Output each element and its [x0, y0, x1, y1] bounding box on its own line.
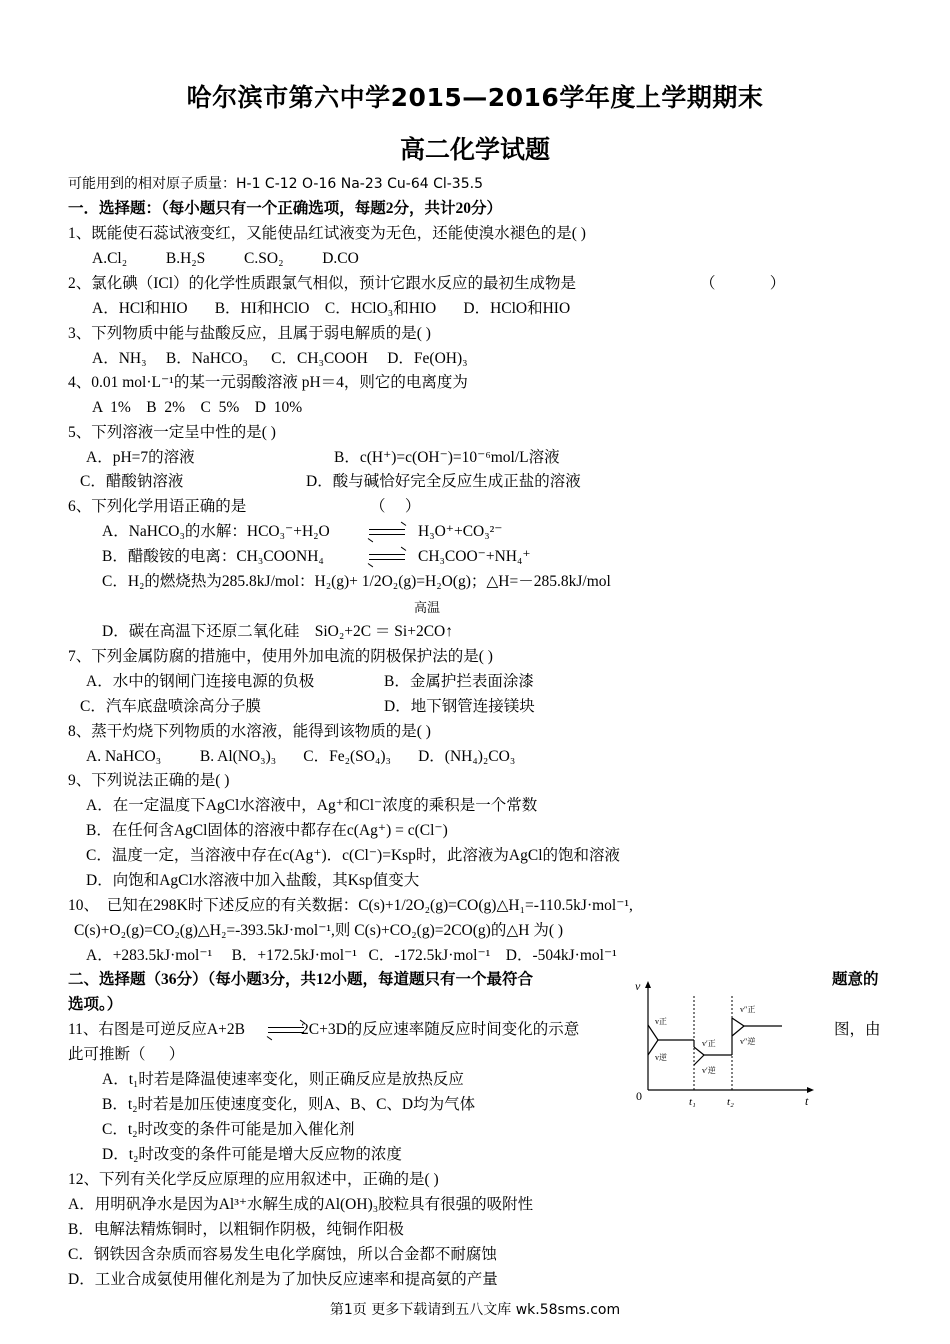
question-6-option-d: D．碳在高温下还原二氧化硅 SiO₂+2C ＝ Si+2CO↑ [102, 623, 453, 640]
t2-label: t₂ [727, 1096, 734, 1108]
question-1-options: A.Cl₂ B.H₂S C.SO₂ D.CO [92, 250, 359, 267]
t2-fwd-curve [732, 1018, 744, 1026]
question-6-bracket: （ ） [370, 498, 421, 515]
exam-title: 哈尔滨市第六中学2015—2016学年度上学期期末 [186, 83, 764, 112]
question-11-cont: 此可推断（ ） [68, 1046, 185, 1063]
question-9-option-c: C．温度一定，当溶液中存在c(Ag⁺)．c(Cl⁻)=Ksp时，此溶液为AgCl的饱和溶液 [86, 847, 621, 864]
question-5-option-c: C．醋酸钠溶液 [80, 473, 184, 490]
y-axis-label: v [635, 979, 641, 993]
question-4: 4、0.01 mol·L⁻¹的某一元弱酸溶液 pH＝4，则它的电离度为 [68, 374, 468, 391]
question-7-option-d: D．地下钢管连接镁块 [384, 698, 535, 715]
question-9-option-d: D．向饱和AgCl水溶液中加入盐酸，其Ksp值变大 [86, 872, 420, 889]
question-7-option-c: C．汽车底盘喷涂高分子膜 [80, 698, 261, 715]
equilibrium-arrow-b [369, 552, 405, 562]
question-11-option-c: C．t₂时改变的条件可能是加入催化剂 [102, 1121, 355, 1138]
t1-rev-curve [694, 1055, 704, 1065]
rate-time-diagram [622, 976, 822, 1112]
question-2-options: A．HCl和HIO B．HI和HClO C．HClO₃和HIO D．HClO和HIO [92, 300, 571, 317]
question-11-option-a: A．t₁时若是降温使速率变化，则正确反应是放热反应 [102, 1071, 464, 1088]
question-8-options: A. NaHCO₃ B. Al(NO₃)₃ C．Fe₂(SO₄)₃ D．(NH₄)₂CO₃ [86, 748, 516, 765]
t1-fwd-curve [694, 1047, 704, 1055]
atomic-masses: 可能用到的相对原子质量：H-1 C-12 O-16 Na-23 Cu-64 Cl-35.5 [68, 176, 483, 192]
question-10: 10、 已知在298K时下述反应的有关数据：C(s)+1/2O₂(g)=CO(g)△H₁=-110.5kJ·mol⁻¹, [68, 897, 633, 914]
v-fwd1-label: v′正 [702, 1039, 716, 1048]
x-axis-label: t [805, 1094, 809, 1108]
question-11-option-b: B．t₂时若是加压使速度变化，则A、B、C、D均为气体 [102, 1096, 476, 1113]
question-5-option-b: B．c(H⁺)=c(OH⁻)=10⁻⁶mol/L溶液 [334, 449, 560, 466]
origin-label: 0 [636, 1089, 642, 1103]
question-6-option-c: C．H₂的燃烧热为285.8kJ/mol：H₂(g)+ 1/2O₂(g)=H₂O(g)；△H=－285.8kJ/mol [102, 573, 611, 590]
question-7: 7、下列金属防腐的措施中，使用外加电流的阴极保护法的是( ) [68, 648, 493, 665]
question-8: 8、蒸干灼烧下列物质的水溶液，能得到该物质的是( ) [68, 723, 431, 740]
question-12-option-b: B．电解法精炼铜时，以粗铜作阴极，纯铜作阳极 [68, 1221, 404, 1238]
question-11-b: 2C+3D的反应速率随反应时间变化的示意 [301, 1021, 580, 1038]
question-10-line2: C(s)+O₂(g)=CO₂(g)△H₂=-393.5kJ·mol⁻¹,则 C(s)+CO₂(g)=2CO(g)的△H 为( ) [74, 922, 564, 939]
question-2-bracket: （ ） [700, 275, 786, 292]
equilibrium-arrow-a [369, 527, 405, 537]
question-12: 12、下列有关化学反应原理的应用叙述中，正确的是( ) [68, 1171, 439, 1188]
question-7-option-a: A．水中的钢闸门连接电源的负极 [86, 673, 315, 690]
v-fwd-label: v正 [655, 1017, 667, 1026]
question-1: 1、既能使石蕊试液变红，又能使品红试液变为无色，还能使溴水褪色的是( ) [68, 225, 586, 242]
exam-subtitle: 高二化学试题 [399, 135, 550, 164]
question-9-option-a: A．在一定温度下AgCl水溶液中，Ag⁺和Cl⁻浓度的乘积是一个常数 [86, 797, 538, 814]
t1-label: t₁ [689, 1096, 696, 1108]
high-temperature-label: 高温 [414, 600, 441, 615]
question-6-option-b-right: CH₃COO⁻+NH₄⁺ [418, 548, 531, 565]
question-5-option-d: D．酸与碱恰好完全反应生成正盐的溶液 [306, 473, 581, 490]
section2-heading-cont: 选项。） [68, 996, 123, 1013]
question-6-option-a-right: H₃O⁺+CO₃²⁻ [418, 523, 503, 540]
question-5: 5、下列溶液一定呈中性的是( ) [68, 424, 276, 441]
question-12-option-d: D．工业合成氨使用催化剂是为了加快反应速率和提高氨的产量 [68, 1271, 498, 1288]
question-6-option-b-left: B．醋酸铵的电离：CH₃COONH₄ [102, 548, 324, 565]
question-11-option-d: D．t₂时改变的条件可能是增大反应物的浓度 [102, 1146, 402, 1163]
y-axis-arrow [645, 981, 651, 988]
question-11-right: 图，由 [834, 1021, 881, 1038]
question-5-option-a: A．pH=7的溶液 [86, 449, 195, 466]
section2-heading: 二、选择题（36分）（每小题3分，共12小题，每道题只有一个最符合 [68, 971, 534, 988]
question-11-a: 11、右图是可逆反应A+2B [68, 1021, 245, 1038]
question-7-option-b: B．金属护拦表面涂漆 [384, 673, 534, 690]
question-3-options: A．NH₃ B．NaHCO₃ C．CH₃COOH D．Fe(OH)₃ [92, 350, 468, 367]
question-2: 2、氯化碘（ICl）的化学性质跟氯气相似，预计它跟水反应的最初生成物是 [68, 275, 577, 292]
question-3: 3、下列物质中能与盐酸反应，且属于弱电解质的是( ) [68, 325, 431, 342]
question-6-option-a-left: A．NaHCO₃的水解：HCO₃⁻+H₂O [102, 523, 330, 540]
equilibrium-arrow-q11 [268, 1025, 304, 1035]
section1-heading: 一．选择题：（每小题只有一个正确选项，每题2分，共计20分） [68, 200, 503, 217]
question-12-option-a: A．用明矾净水是因为Al³⁺水解生成的Al(OH)₃胶粒具有很强的吸附性 [68, 1196, 534, 1213]
x-axis-arrow [807, 1087, 814, 1093]
page-footer: 第1页 更多下载请到五八文库 wk.58sms.com [329, 1302, 621, 1318]
question-9-option-b: B．在任何含AgCl固体的溶液中都存在c(Ag⁺) = c(Cl⁻) [86, 822, 448, 839]
initial-fwd-curve [648, 1025, 658, 1040]
section2-heading-right: 题意的 [832, 971, 879, 988]
question-10-options: A．+283.5kJ·mol⁻¹ B．+172.5kJ·mol⁻¹ C．-172.5kJ·mol⁻¹ D．-504kJ·mol⁻¹ [86, 947, 617, 964]
v-rev-label: v逆 [655, 1053, 667, 1062]
v-rev1-label: v′逆 [702, 1066, 716, 1075]
question-9: 9、下列说法正确的是( ) [68, 772, 230, 789]
v-fwd2-label: v″正 [740, 1005, 756, 1014]
question-12-option-c: C．钢铁因含杂质而容易发生电化学腐蚀，所以合金都不耐腐蚀 [68, 1246, 497, 1263]
question-4-options: A 1% B 2% C 5% D 10% [92, 399, 303, 416]
question-6: 6、下列化学用语正确的是 [68, 498, 247, 515]
t2-rev-curve [732, 1026, 744, 1036]
v-rev2-label: v″逆 [740, 1037, 756, 1046]
